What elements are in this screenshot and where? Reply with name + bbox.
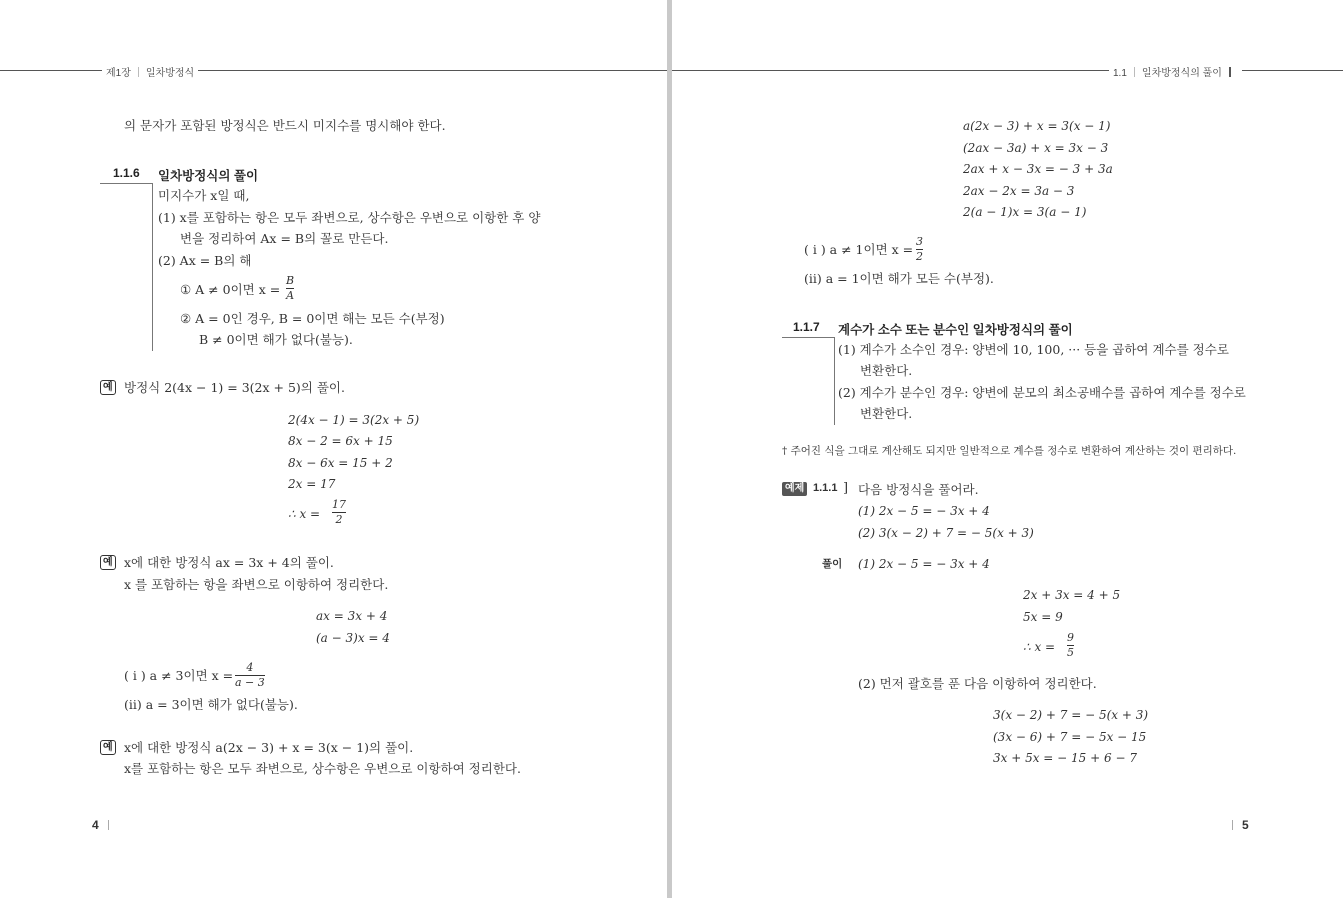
body-line: ① A ≠ 0이면 x = [180,282,281,297]
equation-step: 8x − 2 = 6x + 15 [288,434,393,448]
section-bracket [152,183,153,351]
example-tag: 예 [100,740,116,755]
intro-text: 의 문자가 포함된 방정식은 반드시 미지수를 명시해야 한다. [124,118,446,133]
equation-step: ∴ x = [288,507,321,521]
equation-step: (3x − 6) + 7 = − 5x − 15 [993,730,1147,744]
rule-item: (1) 계수가 소수인 경우: 양변에 10, 100, ··· 등을 곱하여 계수를 정수로 [838,342,1229,357]
equation-step: 2ax + x − 3x = − 3 + 3a [963,162,1113,176]
equation-step: 2(4x − 1) = 3(2x + 5) [288,413,420,427]
case-line: (ii) a = 1이면 해가 모든 수(부정). [804,271,994,286]
case-line: (ii) a = 3이면 해가 없다(불능). [124,697,298,712]
fraction: 9 5 [1067,631,1074,659]
fraction: 4 a − 3 [235,661,265,689]
equation-step: 3x + 5x = − 15 + 6 − 7 [993,751,1137,765]
example-bracket: ] [843,481,849,496]
page-number: 4 [92,818,99,832]
section-label: 1.1 [1113,68,1127,79]
equation-step: (a − 3)x = 4 [316,631,390,645]
chapter-title: 일차방정식 [145,68,195,79]
equation-step: 2ax − 2x = 3a − 3 [963,184,1075,198]
running-header [1109,64,1242,79]
example-text: x에 대한 방정식 ax = 3x + 4의 풀이. [124,555,334,570]
example-tag: 예 [100,380,116,395]
section-header-title: 일차방정식의 풀이 [1141,68,1222,79]
example-subtext: x를 포함하는 항은 모두 좌변으로, 상수항은 우변으로 이항하여 정리한다. [124,761,521,776]
body-line: 변을 정리하여 Ax = B의 꼴로 만든다. [180,231,389,246]
rule-item: 변환한다. [860,406,913,421]
equation-step: ∴ x = [1023,640,1056,654]
body-line: B ≠ 0이면 해가 없다(불능). [199,332,353,347]
example-tag: 예제 [782,482,807,496]
rule-item: 변환한다. [860,363,913,378]
equation-step: 5x = 9 [1023,610,1063,624]
example-number: 1.1.1 [813,482,838,494]
rule-item: (2) 계수가 분수인 경우: 양변에 분모의 최소공배수를 곱하여 계수를 정수로 [838,385,1246,400]
solution-line: (1) 2x − 5 = − 3x + 4 [858,557,990,571]
solution-line: (2) 먼저 괄호를 푼 다음 이항하여 정리한다. [858,676,1097,691]
example-prompt: 다음 방정식을 풀어라. [858,482,979,497]
page-number-divider [1232,820,1233,830]
section-title: 계수가 소수 또는 분수인 일차방정식의 풀이 [838,323,1073,337]
equation-step: 8x − 6x = 15 + 2 [288,456,393,470]
equation-step: 2x + 3x = 4 + 5 [1023,588,1121,602]
equation-step: 3(x − 2) + 7 = − 5(x + 3) [993,708,1149,722]
fraction: 17 2 [332,498,346,526]
section-title: 일차방정식의 풀이 [158,169,259,183]
section-number: 1.1.6 [113,166,140,180]
header-rule [0,70,671,71]
example-text: x에 대한 방정식 a(2x − 3) + x = 3(x − 1)의 풀이. [124,740,414,755]
example-question: (1) 2x − 5 = − 3x + 4 [858,504,990,518]
header-rule [672,70,1343,71]
fraction: B A [286,274,295,302]
footnote: † 주어진 식을 그대로 계산해도 되지만 일반적으로 계수를 정수로 변환하여 계산하는 것이 편리하다. [782,445,1237,457]
right-page [672,0,1343,898]
example-subtext: x 를 포함하는 항을 좌변으로 이항하여 정리한다. [124,577,389,592]
body-line: (2) Ax = B의 해 [158,253,252,268]
example-question: (2) 3(x − 2) + 7 = − 5(x + 3) [858,526,1034,540]
example-text: 방정식 2(4x − 1) = 3(2x + 5)의 풀이. [124,380,345,395]
equation-step: ax = 3x + 4 [316,609,388,623]
equation-step: 2(a − 1)x = 3(a − 1) [963,205,1087,219]
equation-step: 2x = 17 [288,477,336,491]
page-number-divider [108,820,109,830]
body-line: 미지수가 x일 때, [158,188,250,203]
fraction: 3 2 [916,235,923,263]
section-bracket [834,337,835,425]
page-number: 5 [1242,818,1249,832]
section-rule [100,183,152,184]
example-tag: 예 [100,555,116,570]
chapter-label: 제1장 [106,68,131,79]
body-line: (1) x를 포함하는 항은 모두 좌변으로, 상수항은 우변으로 이항한 후 양 [158,210,541,225]
equation-step: a(2x − 3) + x = 3(x − 1) [963,119,1111,133]
section-rule [782,337,834,338]
solution-tag: 풀이 [822,558,843,570]
section-number: 1.1.7 [793,320,820,334]
running-header [102,64,198,79]
equation-step: (2ax − 3a) + x = 3x − 3 [963,141,1109,155]
case-line: ( i ) a ≠ 1이면 x = [804,242,914,257]
left-page [0,0,671,898]
body-line: ② A = 0인 경우, B = 0이면 해는 모든 수(부정) [180,311,445,326]
case-line: ( i ) a ≠ 3이면 x = [124,668,234,683]
